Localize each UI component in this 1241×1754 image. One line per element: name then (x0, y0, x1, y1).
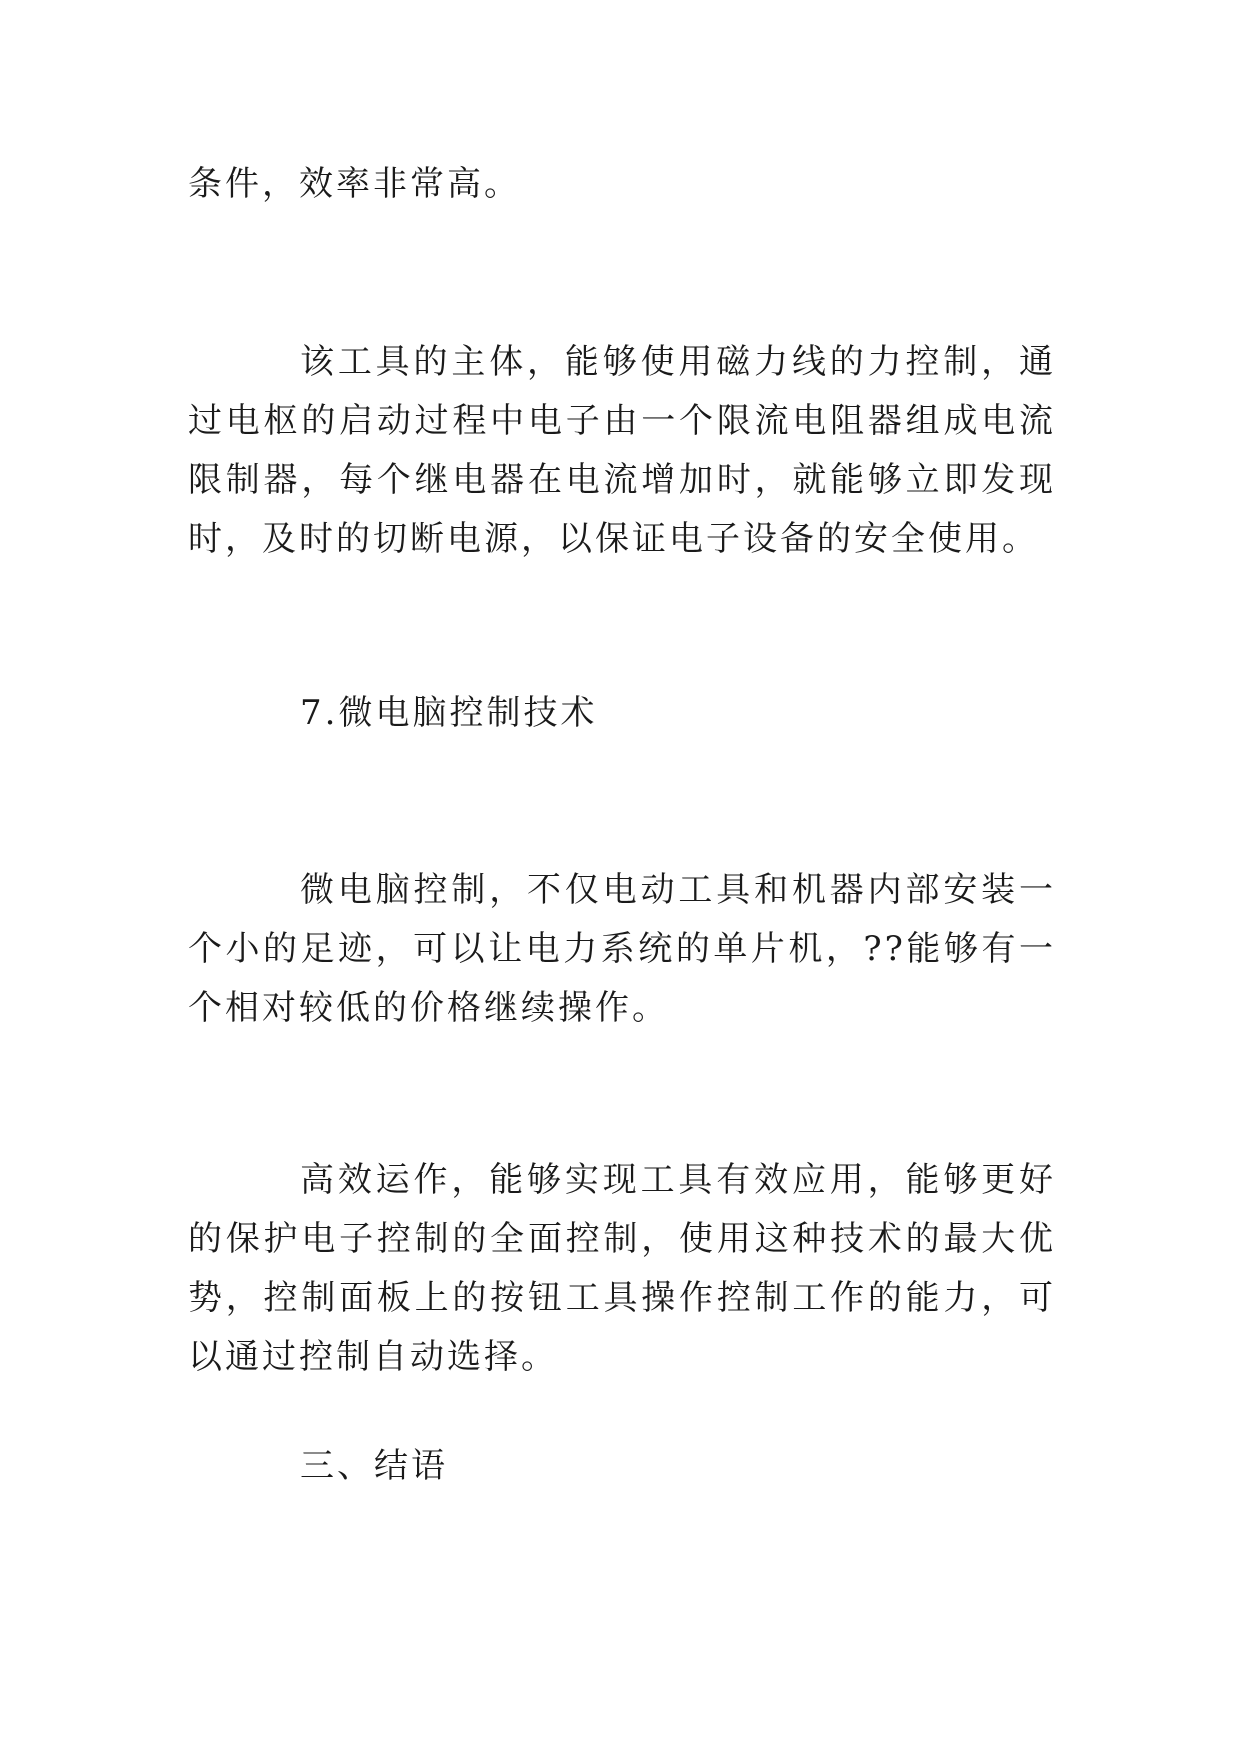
paragraph-efficient-operation: 高效运作，能够实现工具有效应用，能够更好的保护电子控制的全面控制，使用这种技术的最大优势，控制面板上的按钮工具操作控制工作的能力，可以通过控制自动选择。 (188, 1160, 1056, 1377)
section-heading-microcomputer-control: 7.微电脑控制技术 (300, 693, 598, 733)
paragraph-microcomputer-control: 微电脑控制，不仅电动工具和机器内部安装一个小的足迹，可以让电力系统的单片机，??能够有一个相对较低的价格继续操作。 (188, 870, 1056, 1028)
section-heading-conclusion: 三、结语 (300, 1446, 448, 1486)
paragraph-relay-protection: 该工具的主体，能够使用磁力线的力控制，通过电枢的启动过程中电子由一个限流电阻器组成电流限制器，每个继电器在电流增加时，就能够立即发现时，及时的切断电源，以保证电子设备的安全使用。 (188, 342, 1056, 559)
paragraph-continuation: 条件，效率非常高。 (188, 164, 521, 204)
